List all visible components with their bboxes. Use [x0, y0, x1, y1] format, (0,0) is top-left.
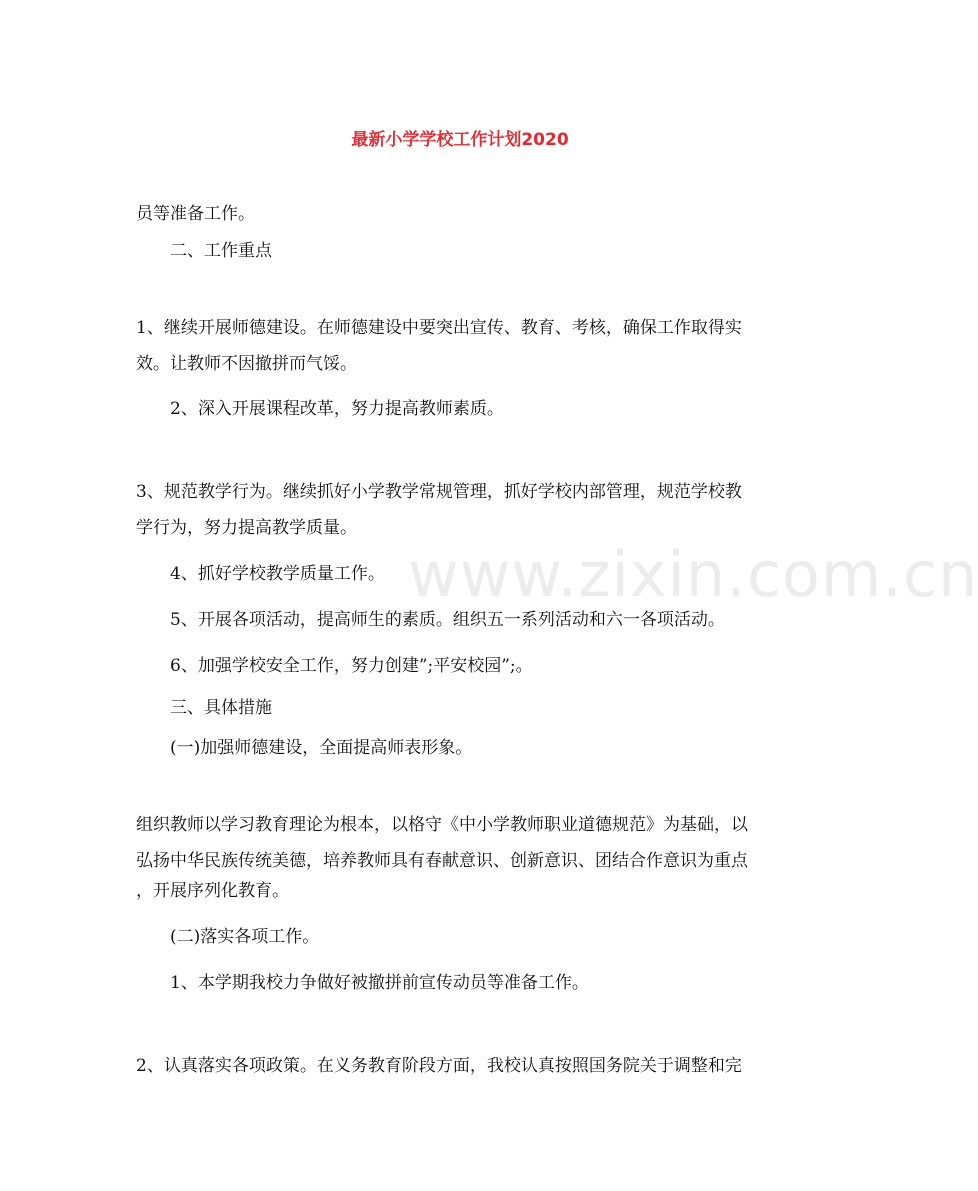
body-line: 2、认真落实各项政策。在义务教育阶段方面，我校认真按照国务院关于调整和完 — [136, 1056, 742, 1076]
subsection-heading: (二)落实各项工作。 — [170, 927, 320, 947]
body-line: 效。让教师不因撤拼而气馁。 — [136, 354, 357, 374]
body-line: 弘扬中华民族传统美德，培养教师具有春献意识、创新意识、团结合作意识为重点 — [136, 851, 748, 871]
body-line: 学行为，努力提高教学质量。 — [136, 518, 357, 538]
section-heading: 二、工作重点 — [170, 241, 272, 261]
page-title: 最新小学学校工作计划2020 — [351, 130, 569, 150]
body-line: 4、抓好学校教学质量工作。 — [170, 564, 385, 584]
body-line: 6、加强学校安全工作，努力创建”;平安校园”;。 — [170, 656, 533, 676]
watermark: www.zixin.com.cn — [408, 538, 978, 611]
body-line: 2、深入开展课程改革，努力提高教师素质。 — [170, 399, 504, 419]
body-line: 组织教师以学习教育理论为根本，以格守《中小学教师职业道德规范》为基础，以 — [136, 815, 748, 835]
section-heading: 三、具体措施 — [170, 698, 272, 718]
body-line: 员等准备工作。 — [136, 204, 255, 224]
subsection-heading: (一)加强师德建设，全面提高师表形象。 — [170, 738, 473, 758]
body-line: ，开展序列化教育。 — [136, 881, 289, 901]
body-line: 1、继续开展师德建设。在师德建设中要突出宣传、教育、考核，确保工作取得实 — [136, 318, 742, 338]
body-line: 3、规范教学行为。继续抓好小学教学常规管理，抓好学校内部管理，规范学校教 — [136, 482, 742, 502]
body-line: 1、本学期我校力争做好被撤拼前宣传动员等准备工作。 — [170, 973, 589, 993]
body-line: 5、开展各项活动，提高师生的素质。组织五一系列活动和六一各项活动。 — [170, 610, 725, 630]
